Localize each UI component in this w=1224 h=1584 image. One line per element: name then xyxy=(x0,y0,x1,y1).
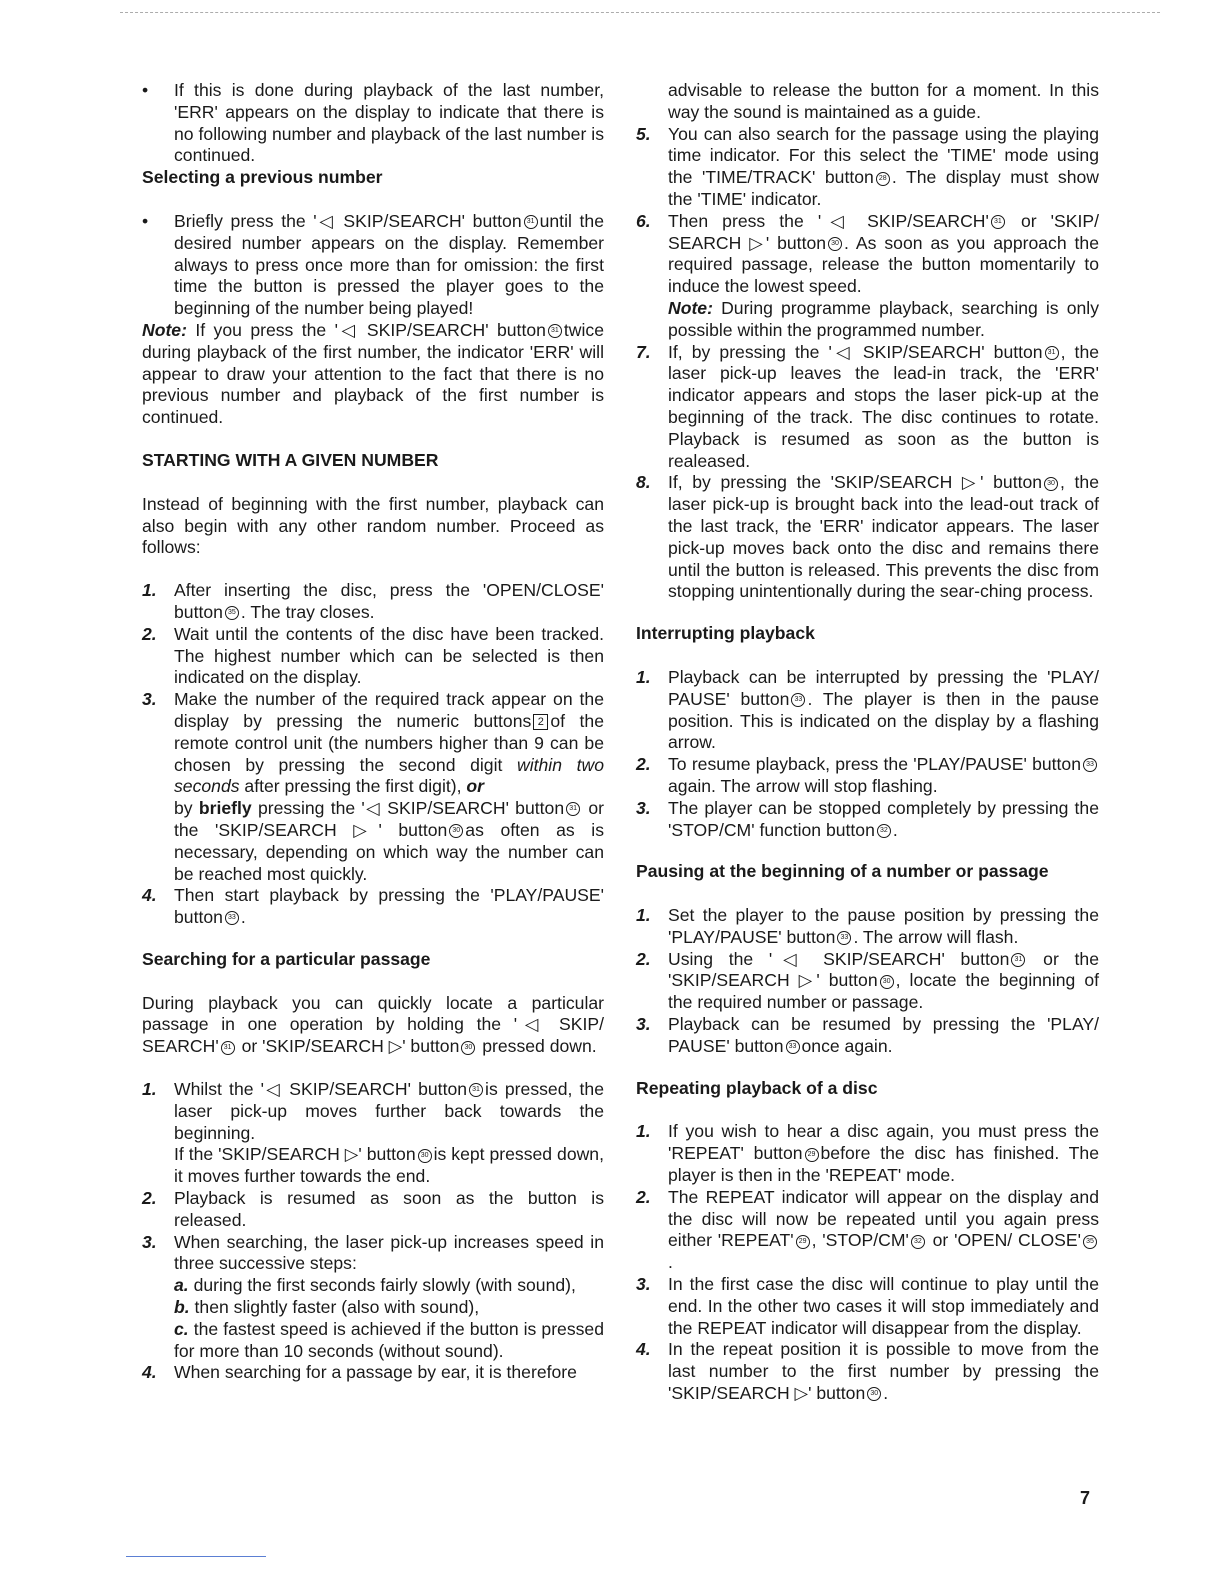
intro-bullet: • If this is done during playback of the last number, 'ERR' appears on the display to indicate that there is no following number and playback of the last number is continued. xyxy=(142,80,604,166)
skip-back-button-ref: 31 xyxy=(991,215,1005,229)
list-item: 2. Playback is resumed as soon as the button is released. xyxy=(142,1188,604,1230)
skip-back-button-ref: 31 xyxy=(469,1083,483,1097)
skip-fwd-button-ref: 30 xyxy=(461,1041,475,1055)
searching-intro: During playback you can quickly locate a particular passage in one operation by holding the '◁ SKIP/ SEARCH' 31 or 'SKIP/SEARCH ▷' button 30 pressed down. xyxy=(142,992,604,1057)
repeating-steps xyxy=(636,1121,1099,1404)
previous-note: Note: If you press the '◁ SKIP/SEARCH' button 31 twice during playback of the first number, the indicator 'ERR' will appear to draw your attention to the fact that there is no previous number and playback of the first number is continued. xyxy=(142,319,604,428)
list-item: 1. After inserting the disc, press the 'OPEN/CLOSE' button 35 . The tray closes. xyxy=(142,580,604,622)
skip-back-button-ref: 31 xyxy=(524,215,538,229)
skip-back-button-ref: 31 xyxy=(548,324,562,338)
scan-artifact-bottom xyxy=(126,1556,266,1557)
list-item: 3. When searching, the laser pick-up increases speed in three successive steps: a. during the first seconds fairly slowly (with sound), b. then slightly faster (also with sound), c. the fastest speed is achieved if the button is pressed for more than 10 seconds (without sound). xyxy=(142,1231,604,1361)
list-item: 5. You can also search for the passage using the playing time indicator. For this select the 'TIME' mode using the 'TIME/TRACK' button 28 . The display must show the 'TIME' indicator. xyxy=(636,123,1099,209)
list-item: 2. To resume playback, press the 'PLAY/PAUSE' button 33again. The arrow will stop flashing. xyxy=(636,754,1099,798)
list-item: 3. In the first case the disc will continue to play until the end. In the other two cases it will stop immediately and the REPEAT indicator will disappear from the display. xyxy=(636,1274,1099,1338)
heading-interrupting: Interrupting playback xyxy=(636,623,815,644)
previous-bullet: • Briefly press the '◁ SKIP/SEARCH' button 31 until the desired number appears on the display. Remember always to press once more than for omission: the first time the button is pressed the player goes to the beginning of the number being played! xyxy=(142,210,604,319)
list-item: 3. The player can be stopped completely by pressing the 'STOP/CM' function button 32 . xyxy=(636,797,1099,840)
skip-fwd-button-ref: 30 xyxy=(418,1149,432,1163)
right-column xyxy=(636,80,1099,1425)
open-close-button-ref: 35 xyxy=(1083,1235,1097,1249)
list-item: 8. If, by pressing the 'SKIP/SEARCH ▷' button 30 , the laser pick-up is brought back into the lead-out track of the last track, the 'ERR' indicator appears. The laser pick-up moves back onto the disc and remains there until the button is released. This prevents the disc from stopping unintentionally during the sear-ching process. xyxy=(636,472,1100,602)
skip-fwd-button-ref: 30 xyxy=(880,975,894,989)
list-item: 2. Wait until the contents of the disc have been tracked. The highest number which can be selected is then indicated on the display. xyxy=(142,623,604,688)
page-number: 7 xyxy=(1080,1488,1091,1508)
list-item: 2. The REPEAT indicator will appear on the display and the disc will now be repeated until you again press either 'REPEAT' 29 , 'STOP/CM' 32 or 'OPEN/ CLOSE' 35. xyxy=(636,1186,1099,1273)
skip-back-button-ref: 31 xyxy=(221,1041,235,1055)
play-pause-button-ref: 33 xyxy=(1083,758,1097,772)
list-item: 4. When searching for a passage by ear, it is therefore xyxy=(142,1362,577,1383)
pausing-steps xyxy=(636,905,1099,1058)
list-item: 4. In the repeat position it is possible to move from the last number to the first number by pressing the 'SKIP/SEARCH ▷' button 30 . xyxy=(636,1339,1099,1404)
list-item: 1. Playback can be interrupted by pressing the 'PLAY/ PAUSE' button 33 . The player is then in the pause position. This is indicated on the display by a flashing arrow. xyxy=(636,666,1099,753)
numeric-button-ref: 2 xyxy=(533,714,548,730)
play-pause-button-ref: 33 xyxy=(786,1040,800,1054)
time-track-button-ref: 28 xyxy=(876,172,890,186)
list-item: 1. If you wish to hear a disc again, you must press the 'REPEAT' button 29 before the disc has finished. The player is then in the 'REPEAT' mode. xyxy=(636,1121,1100,1186)
skip-fwd-button-ref: 30 xyxy=(449,824,463,838)
stop-cm-button-ref: 32 xyxy=(877,824,891,838)
list-item: 6. Then press the '◁ SKIP/SEARCH' 31 or 'SKIP/ SEARCH ▷' button 30 . As soon as you approach the required passage, release the button momentarily to induce the lowest speed. Note: During programme playback, searching is only possible within the programmed number. xyxy=(636,210,1100,340)
interrupting-steps xyxy=(636,667,1099,841)
heading-starting: STARTING WITH A GIVEN NUMBER xyxy=(142,449,439,470)
play-pause-button-ref: 33 xyxy=(791,693,805,707)
stop-cm-button-ref: 32 xyxy=(911,1235,925,1249)
searching-steps xyxy=(142,1079,604,1384)
repeat-button-ref: 29 xyxy=(805,1148,819,1162)
starting-steps xyxy=(142,580,604,929)
heading-repeating: Repeating playback of a disc xyxy=(636,1077,878,1098)
skip-back-button-ref: 31 xyxy=(1045,346,1059,360)
list-item: advisable to release the button for a moment. In this way the sound is maintained as a guide. xyxy=(668,80,1099,122)
open-close-button-ref: 35 xyxy=(225,606,239,620)
play-pause-button-ref: 33 xyxy=(837,931,851,945)
play-pause-button-ref: 33 xyxy=(225,911,239,925)
skip-back-button-ref: 31 xyxy=(1011,953,1025,967)
list-item: 7. If, by pressing the '◁ SKIP/SEARCH' button 31 , the laser pick-up leaves the lead-in track, the 'ERR' indicator appears and stops the laser pick-up at the beginning of the track. The disc continues to rotate. Playback is resumed as soon as the button is realeased. xyxy=(636,341,1100,471)
skip-back-button-ref: 31 xyxy=(566,802,580,816)
skip-fwd-button-ref: 30 xyxy=(828,237,842,251)
list-item: 1. Whilst the '◁ SKIP/SEARCH' button 31 is pressed, the laser pick-up moves further back towards the beginning. If the 'SKIP/SEARCH ▷' button 30 is kept pressed down, it moves further towards the end. xyxy=(142,1079,605,1187)
list-item: 3. Playback can be resumed by pressing the 'PLAY/ PAUSE' button 33 once again. xyxy=(636,1014,1099,1056)
list-item: 3. Make the number of the required track appear on the display by pressing the numeric buttons 2 of the remote control unit (the numbers higher than 9 can be chosen by pressing the second digit within two seconds after pressing the first digit), or by briefly pressing the '◁ SKIP/SEARCH' button 31 or the 'SKIP/SEARCH ▷' button 30 as often as is necessary, depending on which way the number can be reached most quickly. xyxy=(142,689,605,884)
heading-previous-number: Selecting a previous number xyxy=(142,167,383,188)
left-column xyxy=(142,80,604,1384)
repeat-button-ref: 29 xyxy=(796,1235,810,1249)
starting-intro: Instead of beginning with the first number, playback can also begin with any other random number. Proceed as follows: xyxy=(142,493,604,558)
skip-fwd-button-ref: 30 xyxy=(1044,477,1058,491)
scan-artifact-top xyxy=(120,12,1160,15)
list-item: 2. Using the '◁ SKIP/SEARCH' button 31 or the 'SKIP/SEARCH ▷' button 30 , locate the beginning of the required number or passage. xyxy=(636,948,1099,1013)
list-item: 4. Then start playback by pressing the 'PLAY/PAUSE' button 33 . xyxy=(142,885,604,928)
heading-searching: Searching for a particular passage xyxy=(142,948,431,969)
skip-fwd-button-ref: 30 xyxy=(867,1387,881,1401)
list-item: 1. Set the player to the pause position by pressing the 'PLAY/PAUSE' button 33 . The arrow will flash. xyxy=(636,905,1099,947)
heading-pausing: Pausing at the beginning of a number or passage xyxy=(636,861,1049,882)
searching-steps-continued xyxy=(636,80,1099,603)
